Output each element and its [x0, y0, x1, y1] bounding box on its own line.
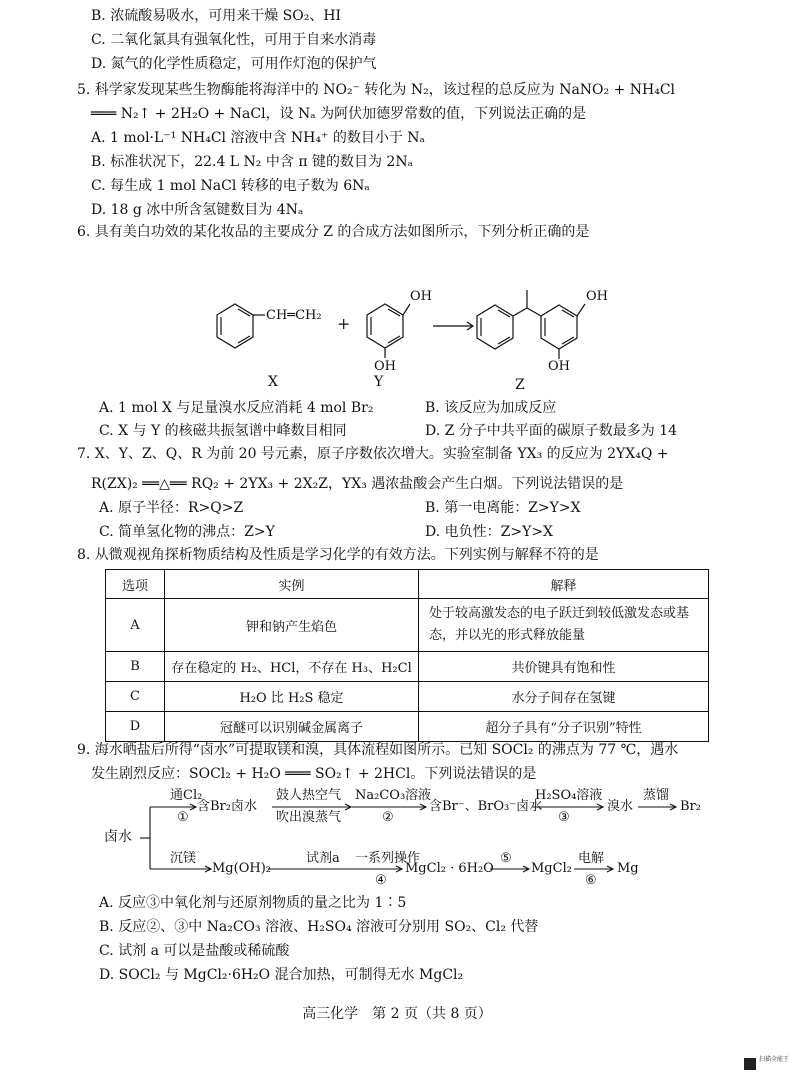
q5-stem-line1: 5. 科学家发现某些生物酶能将海洋中的 NO₂⁻ 转化为 N₂，该过程的总反应为 NaNO₂ + NH₄Cl — [77, 82, 676, 98]
row-c-example: H₂O 比 H₂S 稳定 — [165, 682, 419, 712]
label-y: Y — [374, 374, 384, 390]
flow-label-h2so4: H₂SO₄溶液 — [535, 788, 603, 803]
row-b-explain: 共价键具有饱和性 — [419, 652, 709, 682]
q8-stem: 8. 从微观视角探析物质结构及性质是学习化学的有效方法。下列实例与解释不符的是 — [77, 547, 599, 563]
flow-label-cl2: 通Cl₂ — [170, 788, 203, 803]
plus-sign: + — [337, 314, 351, 333]
q7-option-a: A. 原子半径：R>Q>Z — [99, 500, 244, 516]
row-a-example: 钾和钠产生焰色 — [165, 599, 419, 652]
q4-option-b: B. 浓硫酸易吸水，可用来干燥 SO₂、HI — [91, 8, 342, 24]
flow-label-blow-br: 吹出溴蒸气 — [276, 810, 342, 825]
table-header-row — [106, 570, 709, 599]
flow-label-reagent-a: 试剂a — [306, 851, 340, 866]
flow-label-distill: 蒸馏 — [643, 788, 670, 803]
flow-node-mgoh2: Mg(OH)₂ — [212, 861, 271, 876]
q5-option-b: B. 标准状况下，22.4 L N₂ 中含 π 键的数目为 2Nₐ — [91, 154, 413, 170]
row-d-example: 冠醚可以识别碱金属离子 — [165, 712, 419, 742]
y-oh-bottom: OH — [374, 359, 396, 374]
q6-option-d: D. Z 分子中共平面的碳原子数最多为 14 — [425, 423, 678, 439]
table-row — [106, 652, 709, 682]
y-benzene-ring — [367, 304, 403, 348]
y-oh-top: OH — [410, 289, 432, 304]
flow-node-mg: Mg — [617, 861, 639, 876]
flow-label-electrolysis: 电解 — [578, 851, 605, 866]
table-row — [106, 599, 709, 652]
q9-option-c: C. 试剂 a 可以是盐酸或稀硫酸 — [99, 943, 290, 959]
z-phenyl-ring — [477, 305, 513, 349]
q5-option-d: D. 18 g 冰中所含氢键数目为 4Nₐ — [91, 202, 304, 218]
flow-step3: ③ — [558, 810, 570, 825]
flow-node-br-bro3: 含Br⁻、BrO₃⁻卤水 — [429, 799, 543, 814]
header-explain: 解释 — [419, 570, 709, 599]
flow-label-precipitate: 沉镁 — [170, 851, 197, 866]
flow-step5: ⑤ — [500, 851, 512, 866]
row-d-explain: 超分子具有“分子识别”特性 — [419, 712, 709, 742]
z-oh-bottom: OH — [548, 359, 570, 374]
flow-step4: ④ — [375, 873, 387, 888]
row-b-example: 存在稳定的 H₂、HCl，不存在 H₃、H₂Cl — [165, 652, 419, 682]
q6-option-c: C. X 与 Y 的核磁共振氢谱中峰数目相同 — [99, 423, 347, 439]
q9-stem-line2: 发生剧烈反应：SOCl₂ + H₂O ═══ SO₂↑ + 2HCl。下列说法错误的是 — [91, 766, 537, 782]
flow-label-na2co3: Na₂CO₃溶液 — [355, 788, 432, 803]
page-footer: 高三化学 第 2 页（共 8 页） — [302, 1006, 492, 1022]
q9-option-d: D. SOCl₂ 与 MgCl₂·6H₂O 混合加热，可制得无水 MgCl₂ — [99, 967, 464, 983]
q5-option-a: A. 1 mol·L⁻¹ NH₄Cl 溶液中含 NH₄⁺ 的数目小于 Nₐ — [91, 130, 425, 146]
x-vinyl-group: CH═CH₂ — [266, 308, 322, 323]
qr-code-icon — [744, 1058, 756, 1070]
row-c-explain: 水分子间存在氢键 — [419, 682, 709, 712]
flow-label-hot-air: 鼓人热空气 — [276, 788, 342, 803]
row-d-opt: D — [106, 712, 165, 742]
row-a-opt: A — [106, 599, 165, 652]
flow-node-bromine-water: 溴水 — [607, 799, 634, 814]
z-resorcinol-ring — [541, 305, 577, 349]
row-c-opt: C — [106, 682, 165, 712]
q5-option-c: C. 每生成 1 mol NaCl 转移的电子数为 6Nₐ — [91, 178, 370, 194]
q9-stem-line1: 9. 海水晒盐后所得“卤水”可提取镁和溴，具体流程如图所示。已知 SOCl₂ 的沸点为 77 ℃，遇水 — [77, 742, 679, 758]
row-b-opt: B — [106, 652, 165, 682]
table-row — [106, 682, 709, 712]
flow-step6: ⑥ — [585, 873, 597, 888]
flow-node-br2: Br₂ — [680, 799, 701, 814]
label-x: X — [268, 374, 278, 390]
q6-stem: 6. 具有美白功效的某化妆品的主要成分 Z 的合成方法如图所示，下列分析正确的是 — [77, 224, 590, 240]
q6-option-b: B. 该反应为加成反应 — [425, 400, 557, 416]
q5-stem-line2: ═══ N₂↑ + 2H₂O + NaCl，设 Nₐ 为阿伏加德罗常数的值，下列说法正确的是 — [91, 106, 587, 122]
flow-node-mgcl2: MgCl₂ — [531, 861, 572, 876]
q6-option-a: A. 1 mol X 与足量溴水反应消耗 4 mol Br₂ — [99, 400, 374, 416]
header-example: 实例 — [165, 570, 419, 599]
q8-table — [105, 569, 709, 742]
x-benzene-ring — [217, 304, 253, 348]
q7-stem-line1: 7. X、Y、Z、Q、R 为前 20 号元素，原子序数依次增大。实验室制备 YX₃ 的反应为 2YX₄Q + — [77, 446, 669, 462]
q7-option-c: C. 简单氢化物的沸点：Z>Y — [99, 524, 275, 540]
flow-node-br2-brine: 含Br₂卤水 — [197, 799, 257, 814]
scanner-watermark: 扫描全能王 — [759, 1056, 790, 1063]
flow-node-mgcl2-6h2o: MgCl₂ · 6H₂O — [405, 861, 494, 876]
q4-option-c: C. 二氧化氯具有强氧化性，可用于自来水消毒 — [91, 32, 377, 48]
z-oh-top: OH — [586, 289, 608, 304]
q9-option-a: A. 反应③中氧化剂与还原剂物质的量之比为 1∶5 — [99, 895, 407, 911]
flow-label-operations: 一系列操作 — [355, 851, 421, 866]
header-option: 选项 — [106, 570, 165, 599]
q9-option-b: B. 反应②、③中 Na₂CO₃ 溶液、H₂SO₄ 溶液可分别用 SO₂、Cl₂ 代替 — [99, 919, 539, 935]
flow-step1: ① — [177, 810, 189, 825]
label-z: Z — [515, 377, 525, 393]
q4-option-d: D. 氮气的化学性质稳定，可用作灯泡的保护气 — [91, 56, 377, 72]
table-row — [106, 712, 709, 742]
row-a-explain: 处于较高激发态的电子跃迁到较低激发态或基态，并以光的形式释放能量 — [419, 599, 709, 652]
q7-stem-line2: R(ZX)₂ ══△══ RQ₂ + 2YX₃ + 2X₂Z，YX₃ 遇浓盐酸会产生白烟。下列说法错误的是 — [91, 476, 624, 492]
q7-option-b: B. 第一电离能：Z>Y>X — [425, 500, 581, 516]
flow-step2: ② — [382, 810, 394, 825]
q7-option-d: D. 电负性：Z>Y>X — [425, 524, 554, 540]
flow-start-brine: 卤水 — [104, 829, 132, 845]
